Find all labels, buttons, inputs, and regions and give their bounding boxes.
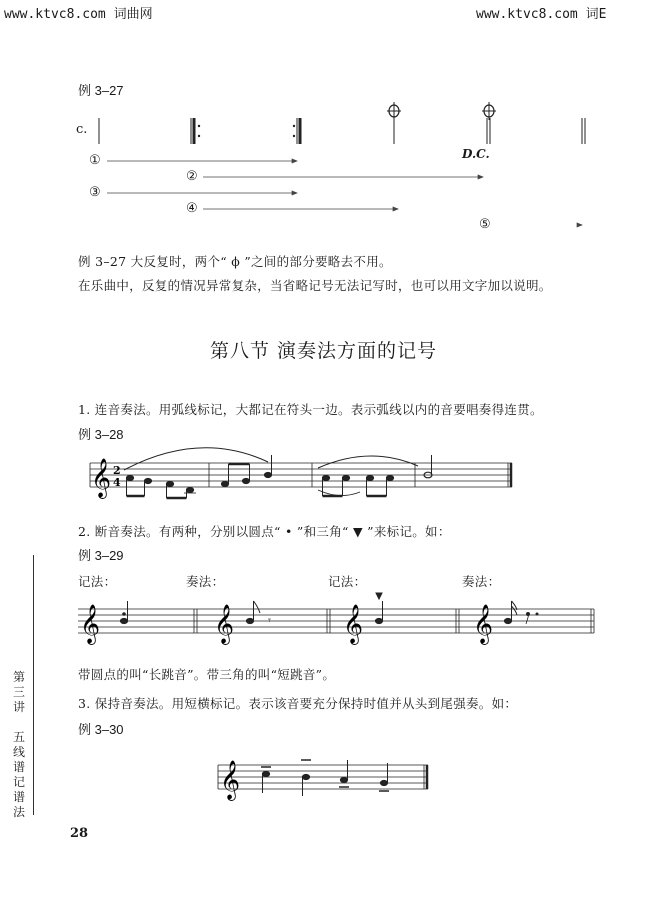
paragraph-coda-note: 例 3–27 大反复时，两个“ ϕ ”之间的部分要略去不用。 (78, 254, 392, 269)
item-legato: 1. 连音奏法。用弧线标记，大都记在符头一边。表示弧线以内的音要唱奏得连贯。 (78, 402, 543, 417)
notation-label-1: 记法： (78, 574, 117, 589)
treble-clef-icon: 𝄞 (214, 604, 235, 644)
treble-clef-icon: 𝄞 (220, 760, 241, 800)
svg-text:2: 2 (113, 464, 121, 477)
route-number-5: ⑤ (479, 217, 491, 232)
note (340, 777, 347, 782)
side-chapter: 第三讲 (12, 670, 25, 714)
performance-label-2: 奏法： (462, 574, 501, 589)
dc-mark: D.C. (462, 147, 490, 161)
item-staccato: 2. 断音奏法。有两种，分别以圆点“ • ”和三角“ ▼ ”来标记。如： (78, 524, 451, 539)
side-title: 五线谱记谱法 (12, 730, 25, 819)
eighth-rest-icon: 𝄾 (268, 614, 271, 627)
route-number-2: ② (186, 169, 198, 184)
treble-clef-icon: 𝄞 (80, 604, 101, 644)
item-tenuto: 3. 保持音奏法。用短横标记。表示该音要充分保持时值并从头到尾强奏。如： (78, 696, 518, 711)
example-27-label: 例 3–27 (78, 83, 124, 98)
watermark-left: www.ktvc8.com 词曲网 (4, 7, 153, 22)
note (262, 771, 269, 776)
side-rule (33, 555, 34, 815)
treble-clef-icon: 𝄞 (343, 604, 364, 644)
note (302, 774, 309, 779)
note (380, 780, 387, 785)
watermark-right: www.ktvc8.com 词E (476, 7, 607, 22)
example-29-label: 例 3–29 (78, 548, 124, 563)
paragraph-staccato-names: 带圆点的叫“长跳音”。带三角的叫“短跳音”。 (78, 667, 336, 682)
treble-clef-icon: 𝄞 (91, 458, 112, 498)
svg-text:4: 4 (113, 476, 121, 489)
paragraph-text-note: 在乐曲中，反复的情况异常复杂，当省略记号无法记写时，也可以用文字加以说明。 (78, 278, 552, 293)
page-number: 28 (70, 826, 89, 841)
route-number-1: ① (89, 153, 101, 168)
route-number-3: ③ (89, 185, 101, 200)
meter-mark: c. (76, 122, 88, 137)
section-heading: 第八节 演奏法方面的记号 (210, 340, 438, 362)
example-30-label: 例 3–30 (78, 722, 124, 737)
route-number-4: ④ (186, 201, 198, 216)
treble-clef-icon: 𝄞 (473, 604, 494, 644)
performance-label-1: 奏法： (186, 574, 225, 589)
example-28-label: 例 3–28 (78, 427, 124, 442)
notation-label-2: 记法： (328, 574, 367, 589)
